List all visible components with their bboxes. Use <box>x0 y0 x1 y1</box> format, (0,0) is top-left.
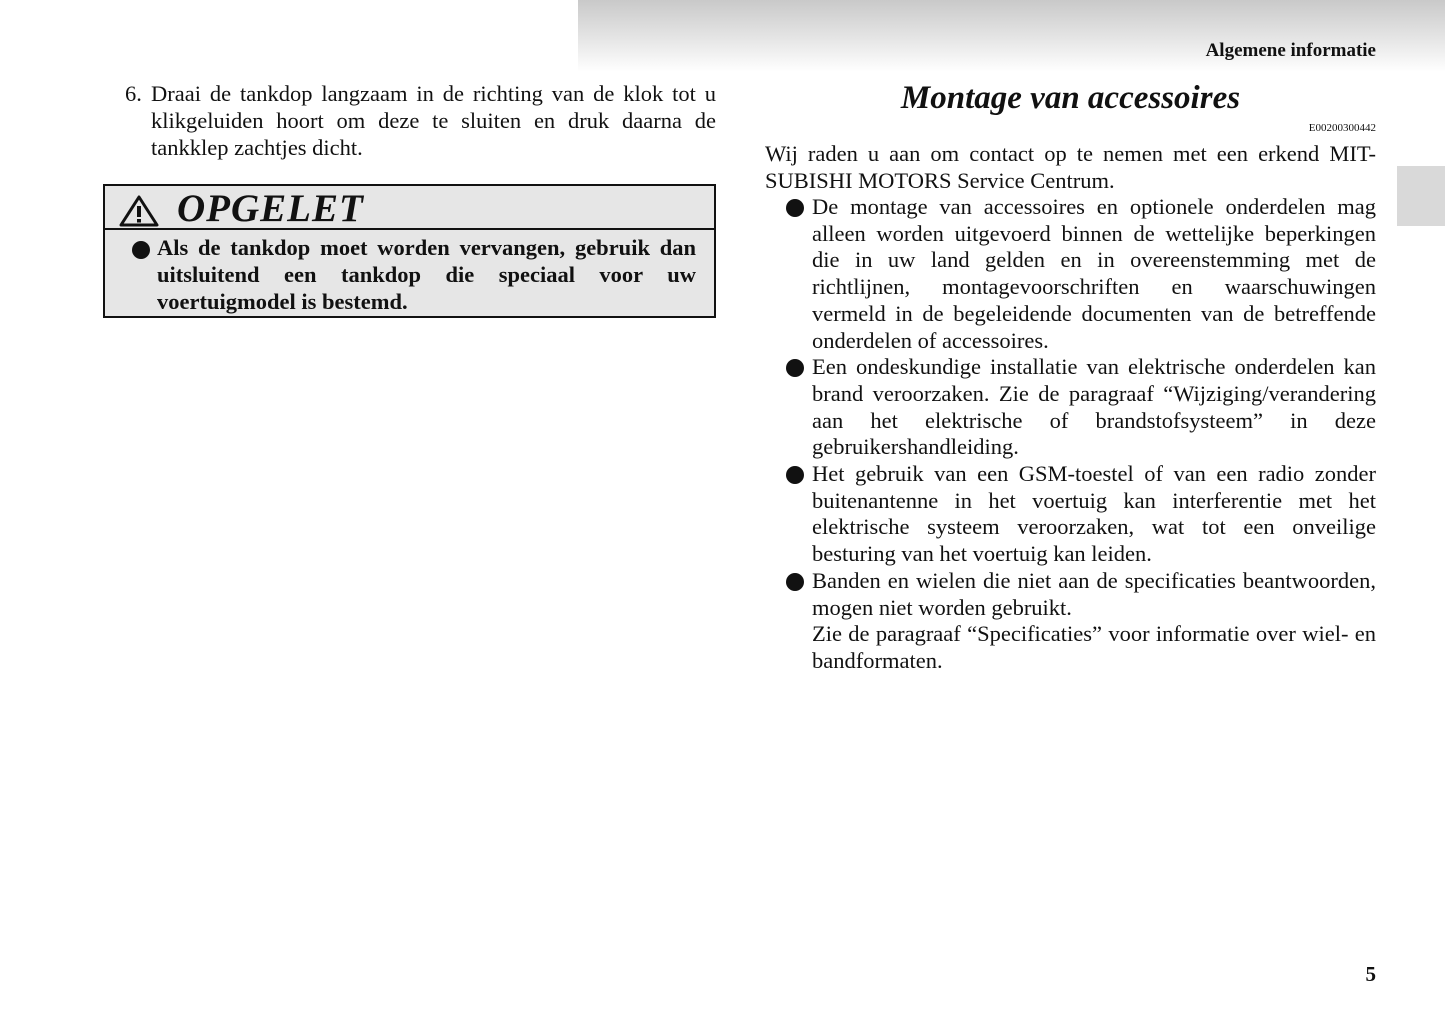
section-title: Algemene informatie <box>1205 40 1376 61</box>
list-item-note: Zie de paragraaf “Specificaties” voor informatie over wiel- en bandformaten. <box>812 621 1376 673</box>
list-item-text: Een ondeskundige installatie van elektrische onderdelen kan brand veroorzaken. Zie de paragraaf “Wijziging/verandering aan het elektrische of brandstofsysteem” in deze gebruikershandleiding. <box>812 354 1376 460</box>
caution-box <box>103 184 716 318</box>
step-text: Draai de tankdop langzaam in de richting van de klok tot u klikgeluiden hoort om deze te sluiten en druk daarna de tankklep zachtjes dicht. <box>151 81 716 160</box>
page-number: 5 <box>1365 962 1376 986</box>
bullet-icon <box>786 573 804 591</box>
reference-code: E00200300442 <box>1308 122 1376 134</box>
caution-title: OPGELET <box>177 187 364 230</box>
step-number: 6. <box>125 81 142 106</box>
list-item <box>765 461 1376 568</box>
caution-text: Als de tankdop moet worden vervangen, gebruik dan uitsluitend een tankdop die speciaal voor uw voertuigmodel is bestemd. <box>157 235 696 314</box>
bullet-icon <box>786 359 804 377</box>
warning-triangle-icon <box>119 195 159 227</box>
bullet-icon <box>786 466 804 484</box>
list-item <box>765 354 1376 461</box>
instruction-step <box>103 80 716 161</box>
bullet-icon <box>132 241 150 259</box>
left-column <box>103 80 716 161</box>
list-item <box>765 194 1376 354</box>
list-item-text: Banden en wielen die niet aan de specificaties beantwoorden, mogen niet worden gebruikt. <box>812 567 1376 620</box>
chapter-tab <box>1397 166 1445 226</box>
list-item-text: De montage van accessoires en optionele onderdelen mag alleen worden uitgevoerd binnen de wettelijke beperkingen die in uw land gelden en in overeenstemming met de richtlijnen, montagevoorschriften en waarschuwingen vermeld in de begeleidende documenten van de betreffende onderdelen of accessoires. <box>812 194 1376 353</box>
list-item-text: Het gebruik van een GSM-toestel of van een radio zonder buitenantenne in het voertuig kan interferentie met het elektrische systeem veroorzaken, wat tot een onveilige besturing van het voertuig kan leiden. <box>812 461 1376 567</box>
bullet-icon <box>786 199 804 217</box>
right-column <box>765 78 1376 675</box>
list-item <box>765 568 1376 675</box>
caution-header <box>105 186 714 230</box>
caution-item <box>105 230 714 315</box>
intro-paragraph: Wij raden u aan om contact op te nemen met een erkend MIT-SUBISHI MOTORS Service Centrum. <box>765 141 1376 193</box>
page-title: Montage van accessoires <box>900 80 1241 116</box>
